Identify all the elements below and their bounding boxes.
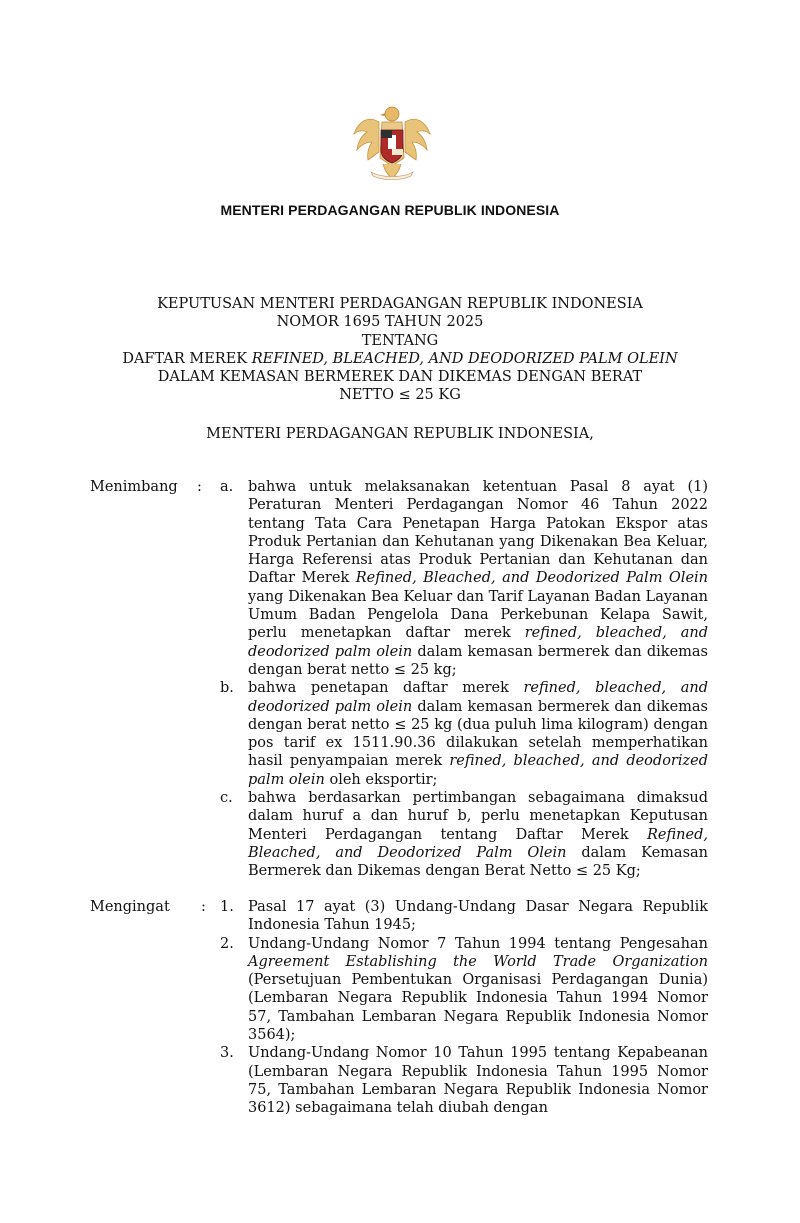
item-marker: a.: [220, 479, 234, 495]
item-text: Pasal 17 ayat (3) Undang-Undang Dasar Negara Republik Indonesia Tahun 1945;: [248, 899, 708, 934]
item-text: Undang-Undang Nomor 7 Tahun 1994 tentang Pengesahan Agreement Establishing the World Trade Organization (Persetujuan Pembentukan Organisasi Perdagangan Dunia) (Lembaran Negara Republik Indonesia Tahun 1994 Nomor 57, Tambahan Lembaran Negara Republik Indonesia Nomor 3564);: [248, 935, 708, 1044]
item-text: bahwa untuk melaksanakan ketentuan Pasal 8 ayat (1) Peraturan Menteri Perdagangan Nomor 46 Tahun 2022 tentang Tata Cara Penetapan Harga Patokan Ekspor atas Produk Pertanian dan Kehutanan yang Dikenakan Bea Keluar, Harga Referensi atas Produk Pertanian dan Kehutanan dan Daftar Merek Refined, Bleached, and Deodorized Palm Olein yang Dikenakan Bea Keluar dan Tarif Layanan Badan Layanan Umum Badan Pengelola Dana Perkebunan Kelapa Sawit, perlu menetapkan daftar merek refined, bleached, and deodorized palm olein dalam kemasan bermerek dan dikemas dengan berat netto ≤ 25 kg;: [248, 479, 708, 678]
item-marker: 3.: [220, 1045, 234, 1062]
item-text: bahwa penetapan daftar merek refined, bleached, and deodorized palm olein dalam kemasan bermerek dan dikemas dengan berat netto ≤ 25 kg (dua puluh lima kilogram) dengan pos tarif ex 1511.90.36 dilakukan setelah memperhatikan hasil penyampaian merek refined, bleached, and deodorized palm olein oleh eksportir;: [248, 680, 708, 788]
item-marker: b.: [220, 680, 234, 697]
decree-subject-line-1: [90, 350, 710, 368]
decree-title-line-1: KEPUTUSAN MENTERI PERDAGANGAN REPUBLIK INDONESIA: [157, 296, 643, 312]
minister-header: MENTERI PERDAGANGAN REPUBLIK INDONESIA: [220, 202, 560, 218]
item-marker: c.: [220, 790, 233, 807]
item-marker: 2.: [220, 935, 234, 952]
menimbang-label: Menimbang: [90, 479, 178, 495]
mengingat-item-3: [90, 1044, 708, 1117]
menimbang-item-a: [90, 478, 708, 679]
decree-subject-line-3: NETTO ≤ 25 KG: [339, 387, 461, 404]
decree-number: NOMOR 1695 TAHUN 2025: [276, 314, 484, 331]
mengingat-section: [90, 898, 708, 1118]
menimbang-colon: :: [197, 479, 202, 495]
item-text: Undang-Undang Nomor 10 Tahun 1995 tentang Kepabeanan (Lembaran Negara Republik Indonesia Tahun 1995 Nomor 75, Tambahan Lembaran Negara Republik Indonesia Nomor 3612) sebagaimana telah diubah dengan: [248, 1045, 708, 1117]
menimbang-item-b: [90, 679, 708, 789]
menimbang-item-c: [90, 789, 708, 880]
decree-title: [90, 295, 710, 405]
mengingat-label: Mengingat: [90, 899, 170, 915]
item-marker: 1.: [220, 899, 234, 915]
mengingat-item-1: [90, 898, 708, 935]
decree-subject-line-2: DALAM KEMASAN BERMEREK DAN DIKEMAS DENGAN BERAT: [157, 369, 643, 386]
menimbang-section: [90, 478, 708, 881]
signatory-title: MENTERI PERDAGANGAN REPUBLIK INDONESIA,: [206, 426, 594, 442]
mengingat-colon: :: [201, 899, 206, 915]
garuda-emblem: [349, 100, 435, 184]
decree-subject-italic: REFINED, BLEACHED, AND DEODORIZED PALM OLEIN: [251, 350, 678, 367]
mengingat-item-2: [90, 935, 708, 1045]
decree-subject-prefix: DAFTAR MEREK: [122, 350, 252, 367]
decree-tentang: TENTANG: [361, 332, 439, 349]
item-text: bahwa berdasarkan pertimbangan sebagaimana dimaksud dalam huruf a dan huruf b, perlu menetapkan Keputusan Menteri Perdagangan tentang Daftar Merek Refined, Bleached, and Deodorized Palm Olein dalam Kemasan Bermerek dan Dikemas dengan Berat Netto ≤ 25 Kg;: [248, 790, 708, 880]
